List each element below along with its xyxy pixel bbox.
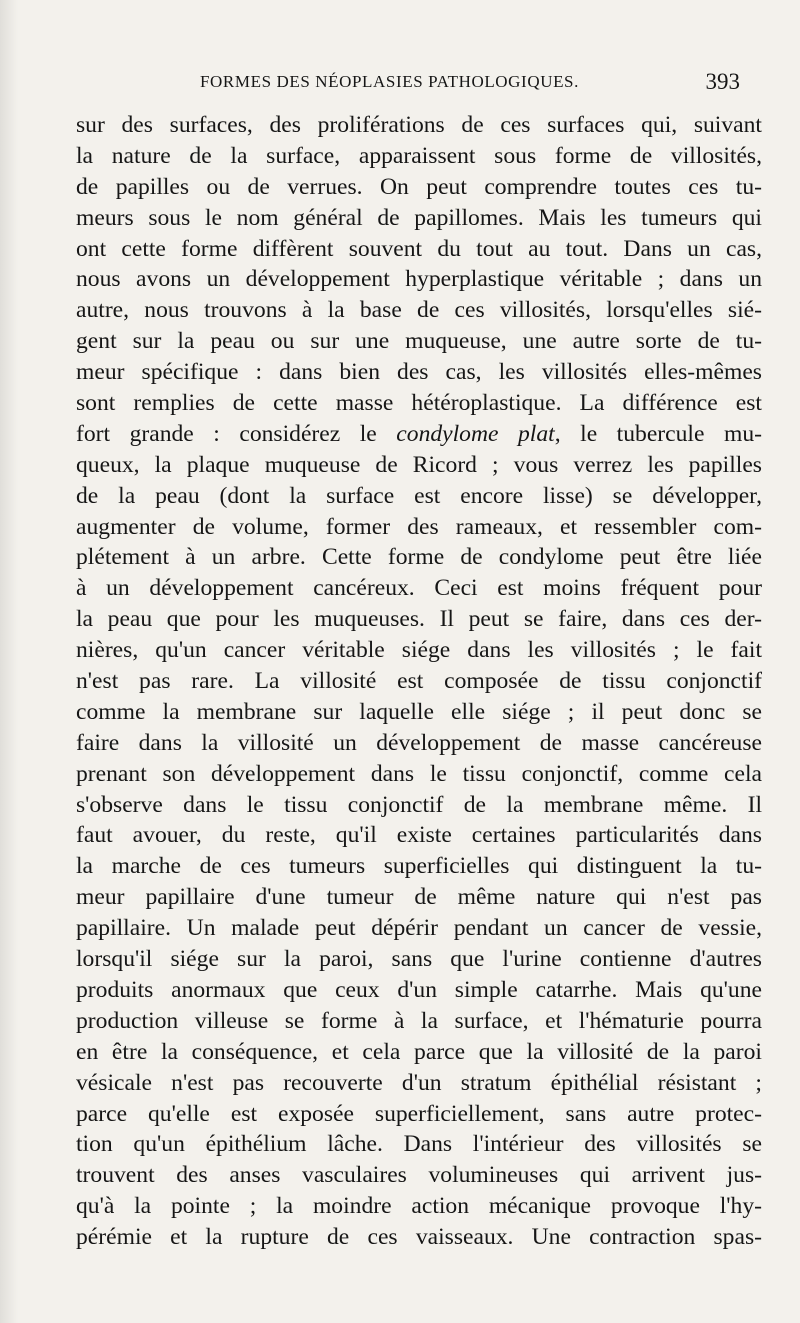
text-line: queux, la plaque muqueuse de Ricord ; vous verrez les papilles [76,451,762,478]
text-line: de la peau (dont la surface est encore lisse) se développer, [76,482,762,509]
text-line: meur papillaire d'une tumeur de même nature qui n'est pas [76,884,762,911]
page-edge-shadow [0,0,18,1323]
text-line: n'est pas rare. La villosité est composée de tissu conjonctif [76,668,762,695]
text-line: sur des surfaces, des proliférations de ces surfaces qui, suivant [76,112,762,138]
text-line: tion qu'un épithélium lâche. Dans l'intérieur des villosités se [76,1131,762,1158]
text-line: prenant son développement dans le tissu conjonctif, comme cela [76,760,762,787]
text-line: la marche de ces tumeurs superficielles qui distinguent la tu- [76,853,762,880]
text-line: gent sur la peau ou sur une muqueuse, une autre sorte de tu- [76,328,762,355]
text-line: faut avouer, du reste, qu'il existe certaines particularités dans [76,822,762,849]
text-line: à un développement cancéreux. Ceci est moins fréquent pour [76,575,762,602]
text-line: papillaire. Un malade peut dépérir pendant un cancer de vessie, [76,915,762,942]
text-line: production villeuse se forme à la surface, et l'hématurie pourra [76,1007,762,1034]
text-line: faire dans la villosité un développement de masse cancéreuse [76,729,762,756]
text-line [76,419,762,450]
text-line: comme la membrane sur laquelle elle siége ; il peut donc se [76,698,762,725]
text-line: parce qu'elle est exposée superficiellement, sans autre protec- [76,1100,762,1127]
text-line: la peau que pour les muqueuses. Il peut se faire, dans ces der- [76,606,762,633]
text-line: ont cette forme diffèrent souvent du tout au tout. Dans un cas, [76,235,762,262]
text-line: produits anormaux que ceux d'un simple catarrhe. Mais qu'une [76,976,762,1003]
text-line: la nature de la surface, apparaissent sous forme de villosités, [76,142,762,169]
text-line: vésicale n'est pas recouverte d'un stratum épithélial résistant ; [76,1069,762,1096]
text-line: s'observe dans le tissu conjonctif de la membrane même. Il [76,791,762,818]
page-header [200,69,740,100]
text-line: nières, qu'un cancer véritable siége dans les villosités ; le fait [76,637,762,664]
text-fragment: fort grande : considérez le [76,420,397,447]
running-title: FORMES DES NÉOPLASIES PATHOLOGIQUES. [200,72,579,91]
text-line: en être la conséquence, et cela parce que la villosité de la paroi [76,1038,762,1065]
text-line: autre, nous trouvons à la base de ces villosités, lorsqu'elles sié- [76,297,762,324]
body-text [76,110,762,1253]
text-line: pérémie et la rupture de ces vaisseaux. Une contraction spas- [76,1224,762,1251]
text-line: lorsqu'il siége sur la paroi, sans que l'urine contienne d'autres [76,946,762,973]
italic-term: condylome plat [396,420,555,447]
page-number: 393 [705,69,740,94]
text-line: meurs sous le nom général de papillomes. Mais les tumeurs qui [76,204,762,231]
text-line: nous avons un développement hyperplastique véritable ; dans un [76,266,762,293]
text-line: de papilles ou de verrues. On peut comprendre toutes ces tu- [76,173,762,200]
text-line: augmenter de volume, former des rameaux, et ressembler com- [76,513,762,540]
text-line: sont remplies de cette masse hétéroplastique. La différence est [76,390,762,417]
text-line: meur spécifique : dans bien des cas, les villosités elles-mêmes [76,359,762,386]
text-line: qu'à la pointe ; la moindre action mécanique provoque l'hy- [76,1193,762,1220]
text-line: trouvent des anses vasculaires volumineuses qui arrivent jus- [76,1162,762,1189]
text-fragment: , le tubercule mu- [554,420,762,447]
text-line: plétement à un arbre. Cette forme de condylome peut être liée [76,544,762,571]
